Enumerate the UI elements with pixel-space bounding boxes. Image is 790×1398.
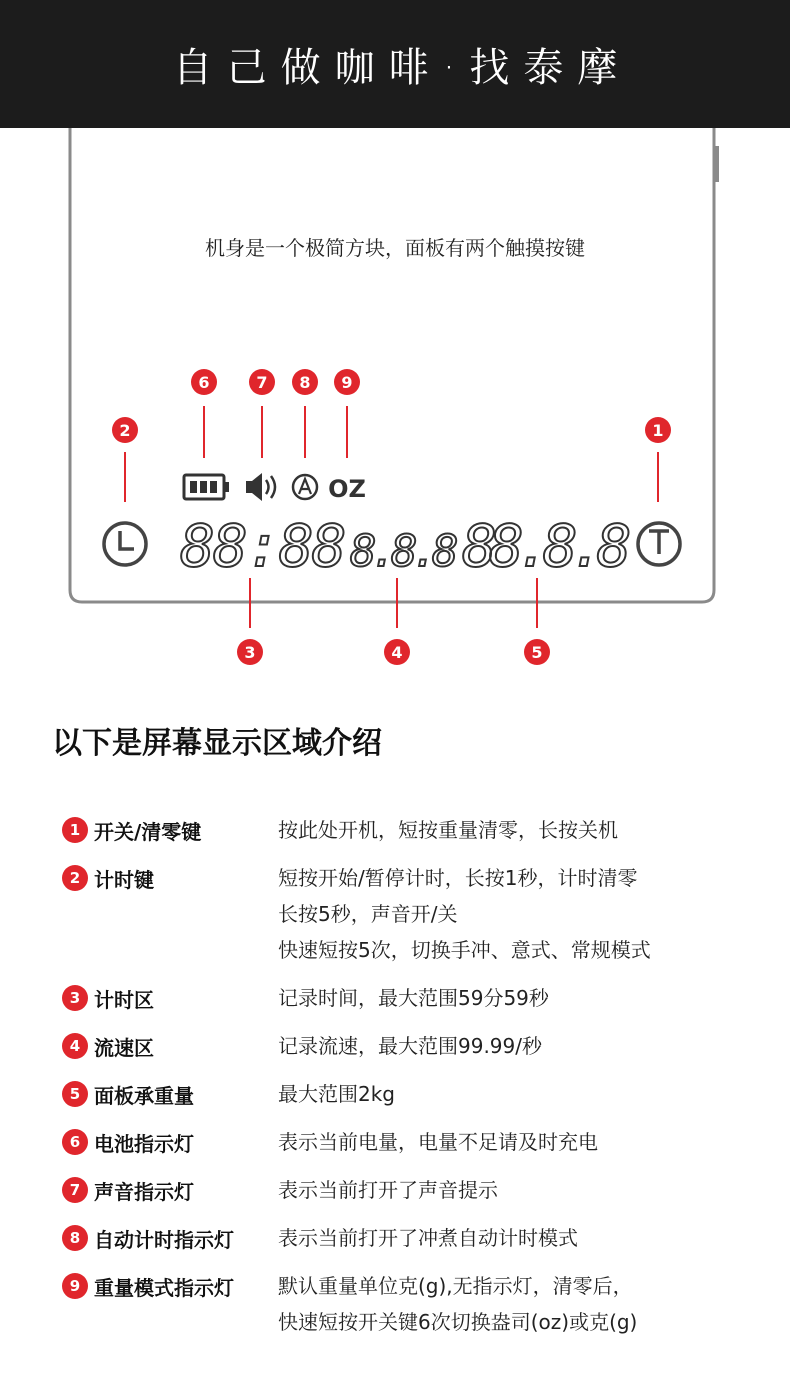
number-badge: 1 (62, 817, 88, 843)
svg-text:7: 7 (256, 373, 268, 392)
list-item (62, 812, 762, 848)
item-desc: 按此处开机，短按重量清零，长按关机 (278, 818, 618, 842)
number-badge: 2 (62, 865, 88, 891)
svg-text:8: 8 (299, 373, 311, 392)
svg-text:6: 6 (198, 373, 210, 392)
callout-badge-4 (384, 639, 410, 665)
feature-list (62, 812, 762, 1352)
item-desc: 快速短按5次，切换手冲、意式、常规模式 (278, 938, 651, 962)
item-desc: 表示当前打开了声音提示 (278, 1178, 498, 1202)
svg-text:9: 9 (341, 373, 353, 392)
auto-icon (293, 475, 317, 499)
callout-badge-2 (112, 417, 138, 443)
list-item (62, 1172, 762, 1208)
clock-icon (104, 523, 146, 565)
list-item (62, 860, 762, 968)
weight-readout: 88.8.8 (462, 512, 624, 580)
number-badge: 8 (62, 1225, 88, 1251)
page-header (0, 0, 790, 128)
callout-badge-8 (292, 369, 318, 395)
item-term: 重量模式指示灯 (94, 1275, 234, 1300)
callout-badge-5 (524, 639, 550, 665)
list-item (62, 1268, 762, 1340)
item-term: 声音指示灯 (94, 1179, 194, 1204)
number-badge: 9 (62, 1273, 88, 1299)
list-item (62, 980, 762, 1016)
svg-text:5: 5 (531, 643, 543, 662)
device-panel-illustration (0, 128, 790, 688)
number-badge: 5 (62, 1081, 88, 1107)
item-desc: 短按开始/暂停计时，长按1秒，计时清零 (278, 866, 638, 890)
svg-text:1: 1 (652, 421, 664, 440)
item-desc: 默认重量单位克(g),无指示灯，清零后， (278, 1274, 633, 1298)
section-title: 以下是屏幕显示区域介绍 (52, 726, 382, 761)
item-desc: 表示当前电量，电量不足请及时充电 (278, 1130, 598, 1154)
callout-badge-3 (237, 639, 263, 665)
number-badge: 3 (62, 985, 88, 1011)
flow-readout: 8.8.8 (350, 526, 453, 577)
battery-icon (184, 475, 229, 499)
list-item (62, 1028, 762, 1064)
list-item (62, 1124, 762, 1160)
item-term: 开关/清零键 (94, 819, 202, 844)
callout-badge-6 (191, 369, 217, 395)
number-badge: 7 (62, 1177, 88, 1203)
item-term: 面板承重量 (94, 1083, 194, 1108)
list-item (62, 1076, 762, 1112)
svg-text:2: 2 (119, 421, 131, 440)
callout-badge-9 (334, 369, 360, 395)
item-term: 电池指示灯 (94, 1131, 194, 1156)
item-desc: 记录时间，最大范围59分59秒 (278, 986, 549, 1010)
device-caption: 机身是一个极简方块，面板有两个触摸按键 (205, 236, 585, 260)
number-badge: 6 (62, 1129, 88, 1155)
item-desc: 最大范围2kg (278, 1082, 396, 1106)
item-desc: 长按5秒，声音开/关 (278, 902, 458, 926)
number-badge: 4 (62, 1033, 88, 1059)
item-desc: 快速短按开关键6次切换盎司(oz)或克(g) (278, 1310, 638, 1334)
power-icon (638, 523, 680, 565)
svg-text:3: 3 (244, 643, 256, 662)
list-item (62, 1220, 762, 1256)
item-term: 流速区 (94, 1035, 154, 1060)
item-term: 自动计时指示灯 (94, 1227, 234, 1252)
unit-oz-label: OZ (328, 475, 366, 503)
speaker-icon (246, 473, 275, 501)
device-side-button (713, 146, 719, 182)
item-desc: 表示当前打开了冲煮自动计时模式 (278, 1226, 578, 1250)
callout-badge-7 (249, 369, 275, 395)
svg-text:4: 4 (391, 643, 403, 662)
timer-readout: 88:88 (180, 512, 345, 580)
header-title: 自己做咖啡·找泰摩 (172, 44, 632, 91)
callout-badge-1 (645, 417, 671, 443)
item-term: 计时区 (94, 987, 154, 1012)
item-term: 计时键 (94, 867, 154, 892)
item-desc: 记录流速，最大范围99.99/秒 (278, 1034, 542, 1058)
